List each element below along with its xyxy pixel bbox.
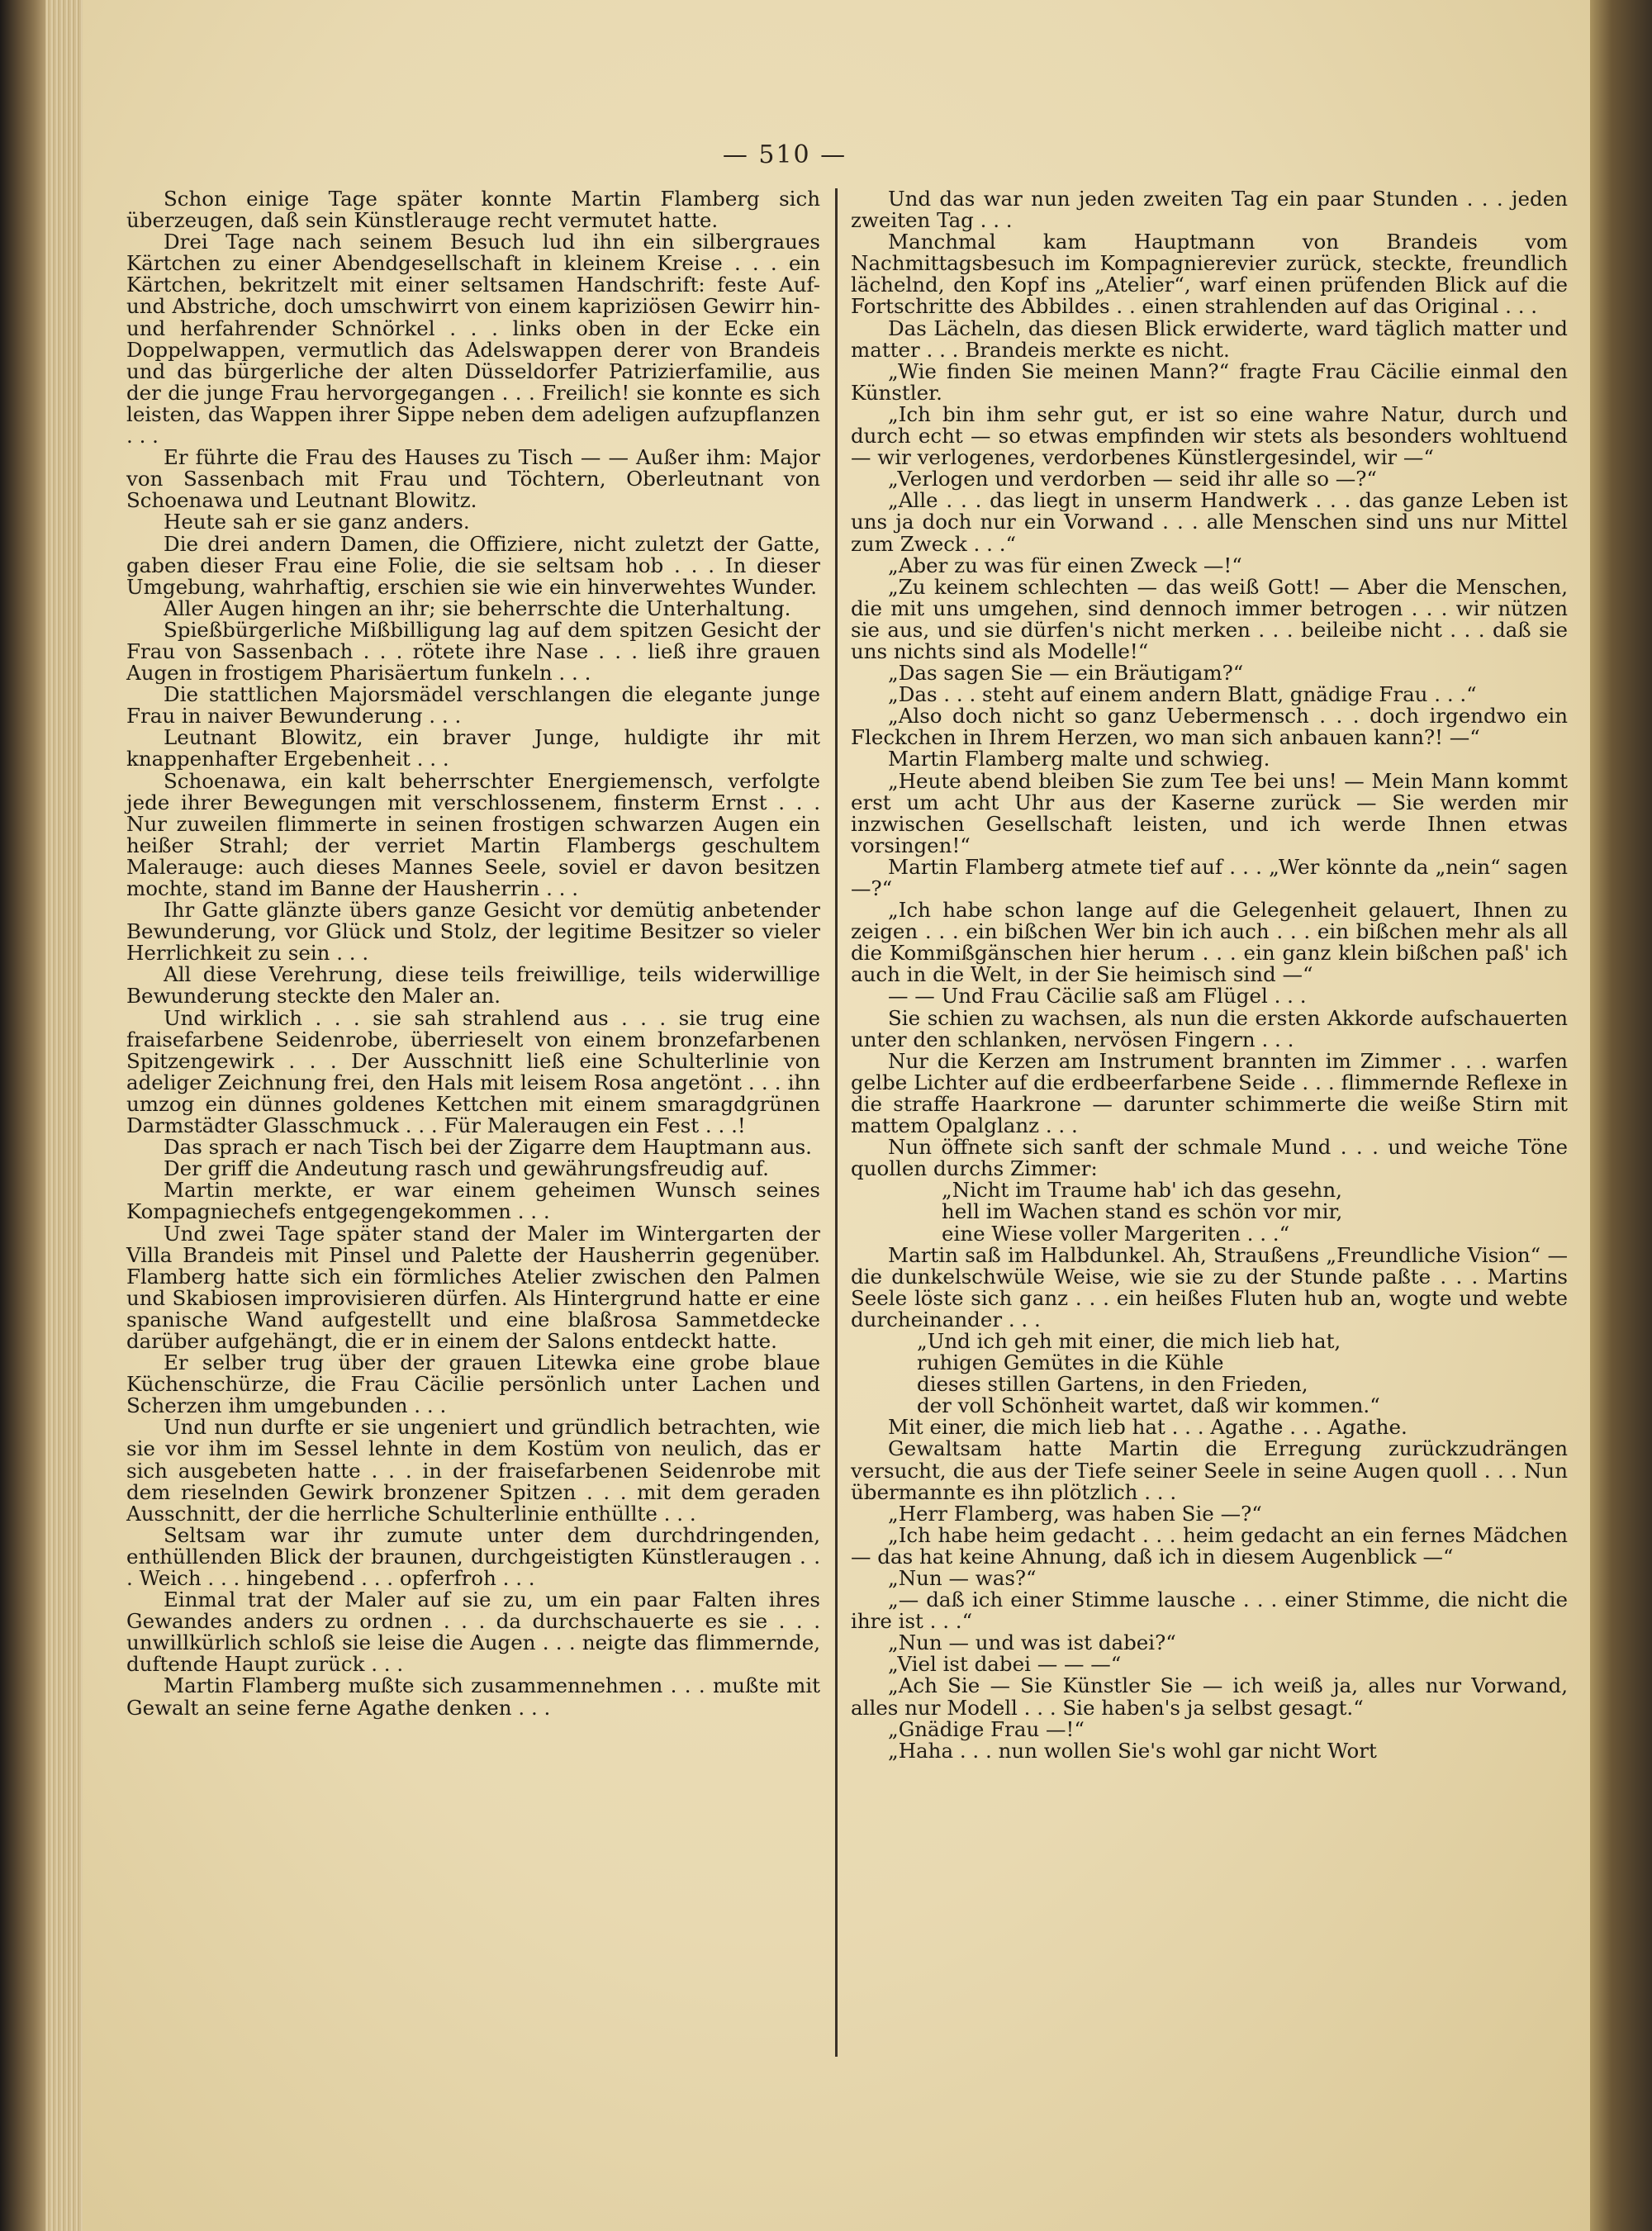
verse-line: „Nicht im Traume hab' ich das gesehn,	[942, 1178, 1342, 1203]
page-right-edge	[1590, 0, 1652, 2231]
paragraph: „Ich bin ihm sehr gut, er ist so eine wahre Natur, durch und durch echt — so etwas empfinden wir stets als besonders wohltuend — wir verlogenes, verdorbenes Künstlergesindel, wir —“	[851, 401, 1568, 470]
paragraph: „Zu keinem schlechten — das weiß Gott! — Aber die Menschen, die mit uns umgehen, sind dennoch immer betrogen . . . wir nützen sie aus, und sie dürfen's nicht merken . . . beileibe nicht . . . daß sie uns nichts sind als Modelle!“	[851, 574, 1568, 663]
paragraph: „Ach Sie — Sie Künstler Sie — ich weiß ja, alles nur Vorwand, alles nur Modell . . . Sie haben's ja selbst gesagt.“	[851, 1673, 1568, 1720]
paragraph: „Wie finden Sie meinen Mann?“ fragte Frau Cäcilie einmal den Künstler.	[851, 358, 1568, 405]
paragraph: „Das sagen Sie — ein Bräutigam?“	[888, 661, 1244, 686]
verse-line: „Und ich geh mit einer, die mich lieb hat,	[917, 1328, 1341, 1353]
paragraph: Martin merkte, er war einem geheimen Wunsch seines Kompagniechefs entgegengekommen . . .	[126, 1178, 820, 1224]
paragraph: Er selber trug über der grauen Litewka eine grobe blaue Küchenschürze, die Frau Cäcilie persönlich unter Lachen und Scherzen ihm umgebunden . . .	[126, 1350, 820, 1418]
paragraph: Schon einige Tage später konnte Martin Flamberg sich überzeugen, daß sein Künstlerauge recht vermutet hatte.	[126, 187, 820, 233]
paragraph: „Nun — was?“	[888, 1566, 1037, 1590]
verse-line: dieses stillen Gartens, in den Frieden,	[917, 1372, 1308, 1397]
right-text-column	[851, 188, 1568, 1762]
paragraph: „Haha . . . nun wollen Sie's wohl gar nicht Wort	[888, 1738, 1377, 1763]
paragraph: Und zwei Tage später stand der Maler im Wintergarten der Villa Brandeis mit Pinsel und Palette der Hausherrin gegenüber. Flamberg hatte sich ein förmliches Atelier zwischen den Palmen und Skabiosen improvisieren dürfen. Als Hintergrund hatte er eine spanische Wand aufgestellt und eine blaßrosa Sammetdecke darüber aufgehängt, die er in einem der Salons entdeckt hatte.	[126, 1221, 820, 1353]
paragraph: All diese Verehrung, diese teils freiwillige, teils widerwillige Bewunderung steckte den Maler an.	[126, 962, 820, 1009]
paragraph: „Aber zu was für einen Zweck —!“	[888, 553, 1242, 577]
verse-line: hell im Wachen stand es schön vor mir,	[942, 1199, 1343, 1224]
paragraph: Einmal trat der Maler auf sie zu, um ein paar Falten ihres Gewandes anders zu ordnen . . . da durchschauerte es sie . . . unwillkürlich schloß sie leise die Augen . . . neigte das flimmernde, duftende Haupt zurück . . .	[126, 1588, 820, 1677]
paragraph: „Also doch nicht so ganz Uebermensch . . . doch irgendwo ein Fleckchen in Ihrem Herzen, wo man sich anbauen kann?! —“	[851, 704, 1568, 750]
paragraph: „Alle . . . das liegt in unserm Handwerk . . . das ganze Leben ist uns ja doch nur ein Vorwand . . . alle Menschen sind uns nur Mittel zum Zweck . . .“	[851, 488, 1568, 556]
paragraph: Der griff die Andeutung rasch und gewährungsfreudig auf.	[164, 1156, 769, 1181]
paragraph: „Das . . . steht auf einem andern Blatt, gnädige Frau . . .“	[888, 682, 1477, 707]
paragraph: Gewaltsam hatte Martin die Erregung zurückzudrängen versucht, die aus der Tiefe seiner Seele in seine Augen quoll . . . Nun übermannte es ihn plötzlich . . .	[851, 1436, 1568, 1504]
paragraph: Die stattlichen Majorsmädel verschlangen die elegante junge Frau in naiver Bewunderung . . .	[126, 682, 820, 729]
paragraph: Heute sah er sie ganz anders.	[164, 510, 470, 534]
paragraph: Nun öffnete sich sanft der schmale Mund . . . und weiche Töne quollen durchs Zimmer:	[851, 1135, 1568, 1181]
paragraph: Ihr Gatte glänzte übers ganze Gesicht vor demütig anbetender Bewunderung, vor Glück und Stolz, der legitime Besitzer so vieler Herrlichkeit zu sein . . .	[126, 898, 820, 966]
paragraph: — — Und Frau Cäcilie saß am Flügel . . .	[888, 984, 1307, 1009]
paragraph: Martin Flamberg atmete tief auf . . . „Wer könnte da „nein“ sagen —?“	[851, 854, 1568, 900]
page-stack-edge	[45, 0, 83, 2231]
paragraph: Und das war nun jeden zweiten Tag ein paar Stunden . . . jeden zweiten Tag . . .	[851, 187, 1568, 233]
paragraph: Schoenawa, ein kalt beherrschter Energiemensch, verfolgte jede ihrer Bewegungen mit verschlossenem, finsterm Ernst . . . Nur zuweilen flimmerte in seinen frostigen schwarzen Augen ein heißer Strahl; der verriet Martin Flambergs geschultem Malerauge: auch dieses Mannes Seele, soviel er davon besitzen mochte, stand im Banne der Hausherrin . . .	[126, 768, 820, 900]
paragraph: Martin Flamberg mußte sich zusammennehmen . . . mußte mit Gewalt an seine ferne Agathe denken . . .	[126, 1673, 820, 1720]
paragraph: „Nun — und was ist dabei?“	[888, 1631, 1176, 1655]
paragraph: Das Lächeln, das diesen Blick erwiderte, ward täglich matter und matter . . . Brandeis merkte es nicht.	[851, 316, 1568, 362]
paragraph: „— daß ich einer Stimme lausche . . . einer Stimme, die nicht die ihre ist . . .“	[851, 1588, 1568, 1634]
paragraph: Spießbürgerliche Mißbilligung lag auf dem spitzen Gesicht der Frau von Sassenbach . . . rötete ihre Nase . . . ließ ihre grauen Augen in frostigem Pharisäertum funkeln . . .	[126, 617, 820, 686]
paragraph: Drei Tage nach seinem Besuch lud ihn ein silbergraues Kärtchen zu einer Abendgesellschaft in kleinem Kreise . . . ein Kärtchen, bekritzelt mit einer seltsamen Handschrift: feste Auf- und Abstriche, doch umschwirrt von einem kapriziösen Gewirr hin- und herfahrender Schnörkel . . . links oben in der Ecke ein Doppelwappen, vermutlich das Adelswappen derer von Brandeis und das bürgerliche der alten Düsseldorfer Patrizierfamilie, aus der die junge Frau hervorgegangen . . . Freilich! sie konnte es sich leisten, das Wappen ihrer Sippe neben dem adeligen aufzupflanzen . . .	[126, 230, 820, 449]
paragraph: „Verlogen und verdorben — seid ihr alle so —?“	[888, 467, 1377, 491]
column-divider	[835, 188, 838, 2057]
paragraph: Leutnant Blowitz, ein braver Junge, huldigte ihr mit knappenhafter Ergebenheit . . .	[126, 725, 820, 771]
paragraph: „Viel ist dabei — — —“	[888, 1652, 1122, 1677]
paragraph: Und wirklich . . . sie sah strahlend aus . . . sie trug eine fraisefarbene Seidenrobe, überrieselt von einem bronzefarbenen Spitzengewirk . . . Der Ausschnitt ließ eine Schulterlinie von adeliger Zeichnung frei, den Hals mit leisem Rosa angetönt . . . ihn umzog ein dünnes goldenes Kettchen mit einem smaragdgrünen Darmstädter Glasschmuck . . . Für Maleraugen ein Fest . . .!	[126, 1005, 820, 1138]
paragraph: Martin Flamberg malte und schwieg.	[888, 747, 1270, 771]
paragraph: Sie schien zu wachsen, als nun die ersten Akkorde aufschauerten unter den schlanken, nervösen Fingern . . .	[851, 1005, 1568, 1051]
paragraph: Er führte die Frau des Hauses zu Tisch — — Außer ihm: Major von Sassenbach mit Frau und Töchtern, Oberleutnant von Schoenawa und Leutnant Blowitz.	[126, 445, 820, 513]
paragraph: Aller Augen hingen an ihr; sie beherrschte die Unterhaltung.	[164, 596, 791, 620]
verse-line: ruhigen Gemütes in die Kühle	[917, 1350, 1224, 1375]
paragraph: Die drei andern Damen, die Offiziere, nicht zuletzt der Gatte, gaben dieser Frau eine Folie, die sie seltsam hob . . . In dieser Umgebung, wahrhaftig, erschien sie wie ein hinverwehtes Wunder.	[126, 531, 820, 599]
paragraph: Martin saß im Halbdunkel. Ah, Straußens „Freundliche Vision“ — die dunkelschwüle Weise, wie sie zu der Stunde paßte . . . Martins Seele löste sich ganz . . . ein heißes Fluten hub an, wogte und webte durcheinander . . .	[851, 1242, 1568, 1331]
paragraph: „Ich habe schon lange auf die Gelegenheit gelauert, Ihnen zu zeigen . . . ein bißchen Wer bin ich auch . . . ein bißchen mehr als all die Kommißgänschen hier herum . . . ein ganz klein bißchen paß' ich auch in die Welt, in der Sie heimisch sind —“	[851, 898, 1568, 987]
book-spine-shadow	[0, 0, 45, 2231]
left-text-column	[126, 188, 820, 1719]
paragraph: Mit einer, die mich lieb hat . . . Agathe . . . Agathe.	[888, 1415, 1408, 1440]
paragraph: „Gnädige Frau —!“	[888, 1716, 1085, 1741]
paragraph: „Heute abend bleiben Sie zum Tee bei uns! — Mein Mann kommt erst um acht Uhr aus der Kaserne zurück — Sie werden mir inzwischen Gesellschaft leisten, und ich werde Ihnen etwas vorsingen!“	[851, 768, 1568, 857]
page-number: — 510 —	[722, 140, 847, 169]
paragraph: Seltsam war ihr zumute unter dem durchdringenden, enthüllenden Blick der braunen, durchgeistigten Künstleraugen . . . Weich . . . hingebend . . . opferfroh . . .	[126, 1522, 820, 1590]
paragraph: „Herr Flamberg, was haben Sie —?“	[888, 1501, 1262, 1526]
verse-line: eine Wiese voller Margeriten . . .“	[942, 1221, 1290, 1246]
paragraph: Nur die Kerzen am Instrument brannten im Zimmer . . . warfen gelbe Lichter auf die erdbeerfarbene Seide . . . flimmernde Reflexe in die straffe Haarkrone — darunter schimmerte die weiße Stirn mit mattem Opalglanz . . .	[851, 1048, 1568, 1138]
paragraph: Manchmal kam Hauptmann von Brandeis vom Nachmittagsbesuch im Kompagnierevier zurück, steckte, freundlich lächelnd, den Kopf ins „Atelier“, warf einen prüfenden Blick auf die Fortschritte des Abbildes . . einen strahlenden auf das Original . . .	[851, 230, 1568, 319]
paragraph: „Ich habe heim gedacht . . . heim gedacht an ein fernes Mädchen — das hat keine Ahnung, daß ich in diesem Augenblick —“	[851, 1522, 1568, 1569]
verse-line: der voll Schönheit wartet, daß wir kommen.“	[917, 1393, 1380, 1418]
paragraph: Das sprach er nach Tisch bei der Zigarre dem Hauptmann aus.	[164, 1135, 812, 1160]
paragraph: Und nun durfte er sie ungeniert und gründlich betrachten, wie sie vor ihm im Sessel lehnte in dem Kostüm von neulich, das er sich ausgebeten hatte . . . in der fraisefarbenen Seidenrobe mit dem rieselnden Gewirk bronzener Spitzen . . . mit dem geraden Ausschnitt, der die herrliche Schulterlinie enthüllte . . .	[126, 1415, 820, 1526]
